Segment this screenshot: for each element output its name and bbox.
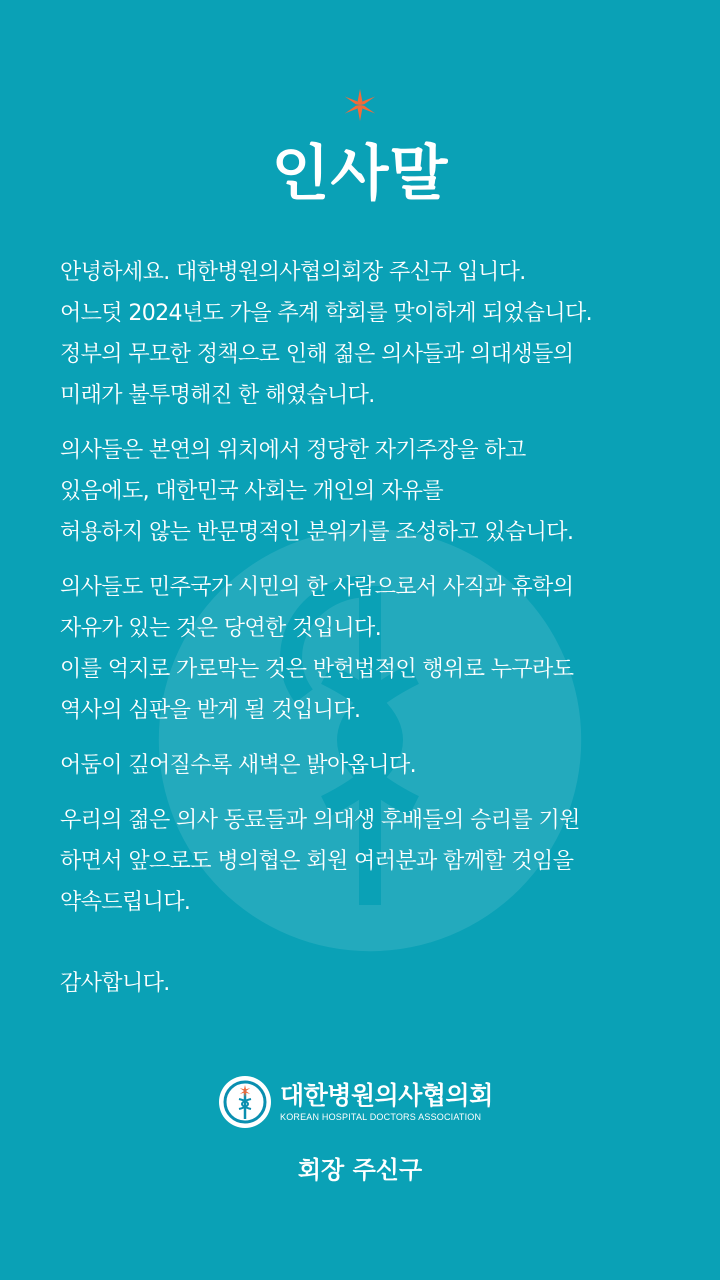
text-line: 있음에도, 대한민국 사회는 개인의 자유를	[60, 479, 444, 504]
logo-text	[280, 1081, 493, 1123]
paragraph-1	[60, 252, 700, 416]
closing-text	[60, 963, 700, 1004]
org-name-korean: 대한병원의사협의회	[280, 1081, 493, 1110]
text-line: 우리의 젊은 의사 동료들과 의대생 후배들의 승리를 기원	[60, 808, 580, 833]
text-line: 허용하지 않는 반문명적인 분위기를 조성하고 있습니다.	[60, 520, 574, 545]
text-line: 하면서 앞으로도 병의협은 회원 여러분과 함께할 것임을	[60, 849, 574, 874]
organization-logo	[218, 1074, 493, 1130]
text-line: 어느덧 2024년도 가을 추계 학회를 맞이하게 되었습니다.	[60, 301, 593, 326]
text-line: 의사들도 민주국가 시민의 한 사람으로서 사직과 휴학의	[60, 575, 574, 600]
text-line: 안녕하세요. 대한병원의사협의회장 주신구 입니다.	[60, 260, 526, 285]
text-line: 약속드립니다.	[60, 890, 191, 915]
text-line: 감사합니다.	[60, 971, 170, 996]
text-line: 미래가 불투명해진 한 해였습니다.	[60, 383, 375, 408]
association-emblem-icon	[218, 1075, 272, 1129]
text-line: 역사의 심판을 받게 될 것입니다.	[60, 698, 361, 723]
asterisk-star-icon	[343, 88, 377, 122]
text-line: 자유가 있는 것은 당연한 것입니다.	[60, 616, 382, 641]
page-title: 인사말	[271, 139, 449, 209]
paragraph-3	[60, 567, 700, 731]
text-line: 어둠이 깊어질수록 새벽은 밝아옵니다.	[60, 753, 417, 778]
paragraph-4	[60, 745, 700, 786]
paragraph-5	[60, 800, 700, 923]
greeting-body	[60, 252, 700, 1018]
text-line: 정부의 무모한 정책으로 인해 젊은 의사들과 의대생들의	[60, 342, 574, 367]
paragraph-2	[60, 430, 700, 553]
text-line: 이를 억지로 가로막는 것은 반헌법적인 행위로 누구라도	[60, 657, 574, 682]
president-signature: 회장 주신구	[297, 1156, 423, 1184]
org-name-english: KOREAN HOSPITAL DOCTORS ASSOCIATION	[280, 1112, 482, 1122]
text-line: 의사들은 본연의 위치에서 정당한 자기주장을 하고	[60, 438, 526, 463]
